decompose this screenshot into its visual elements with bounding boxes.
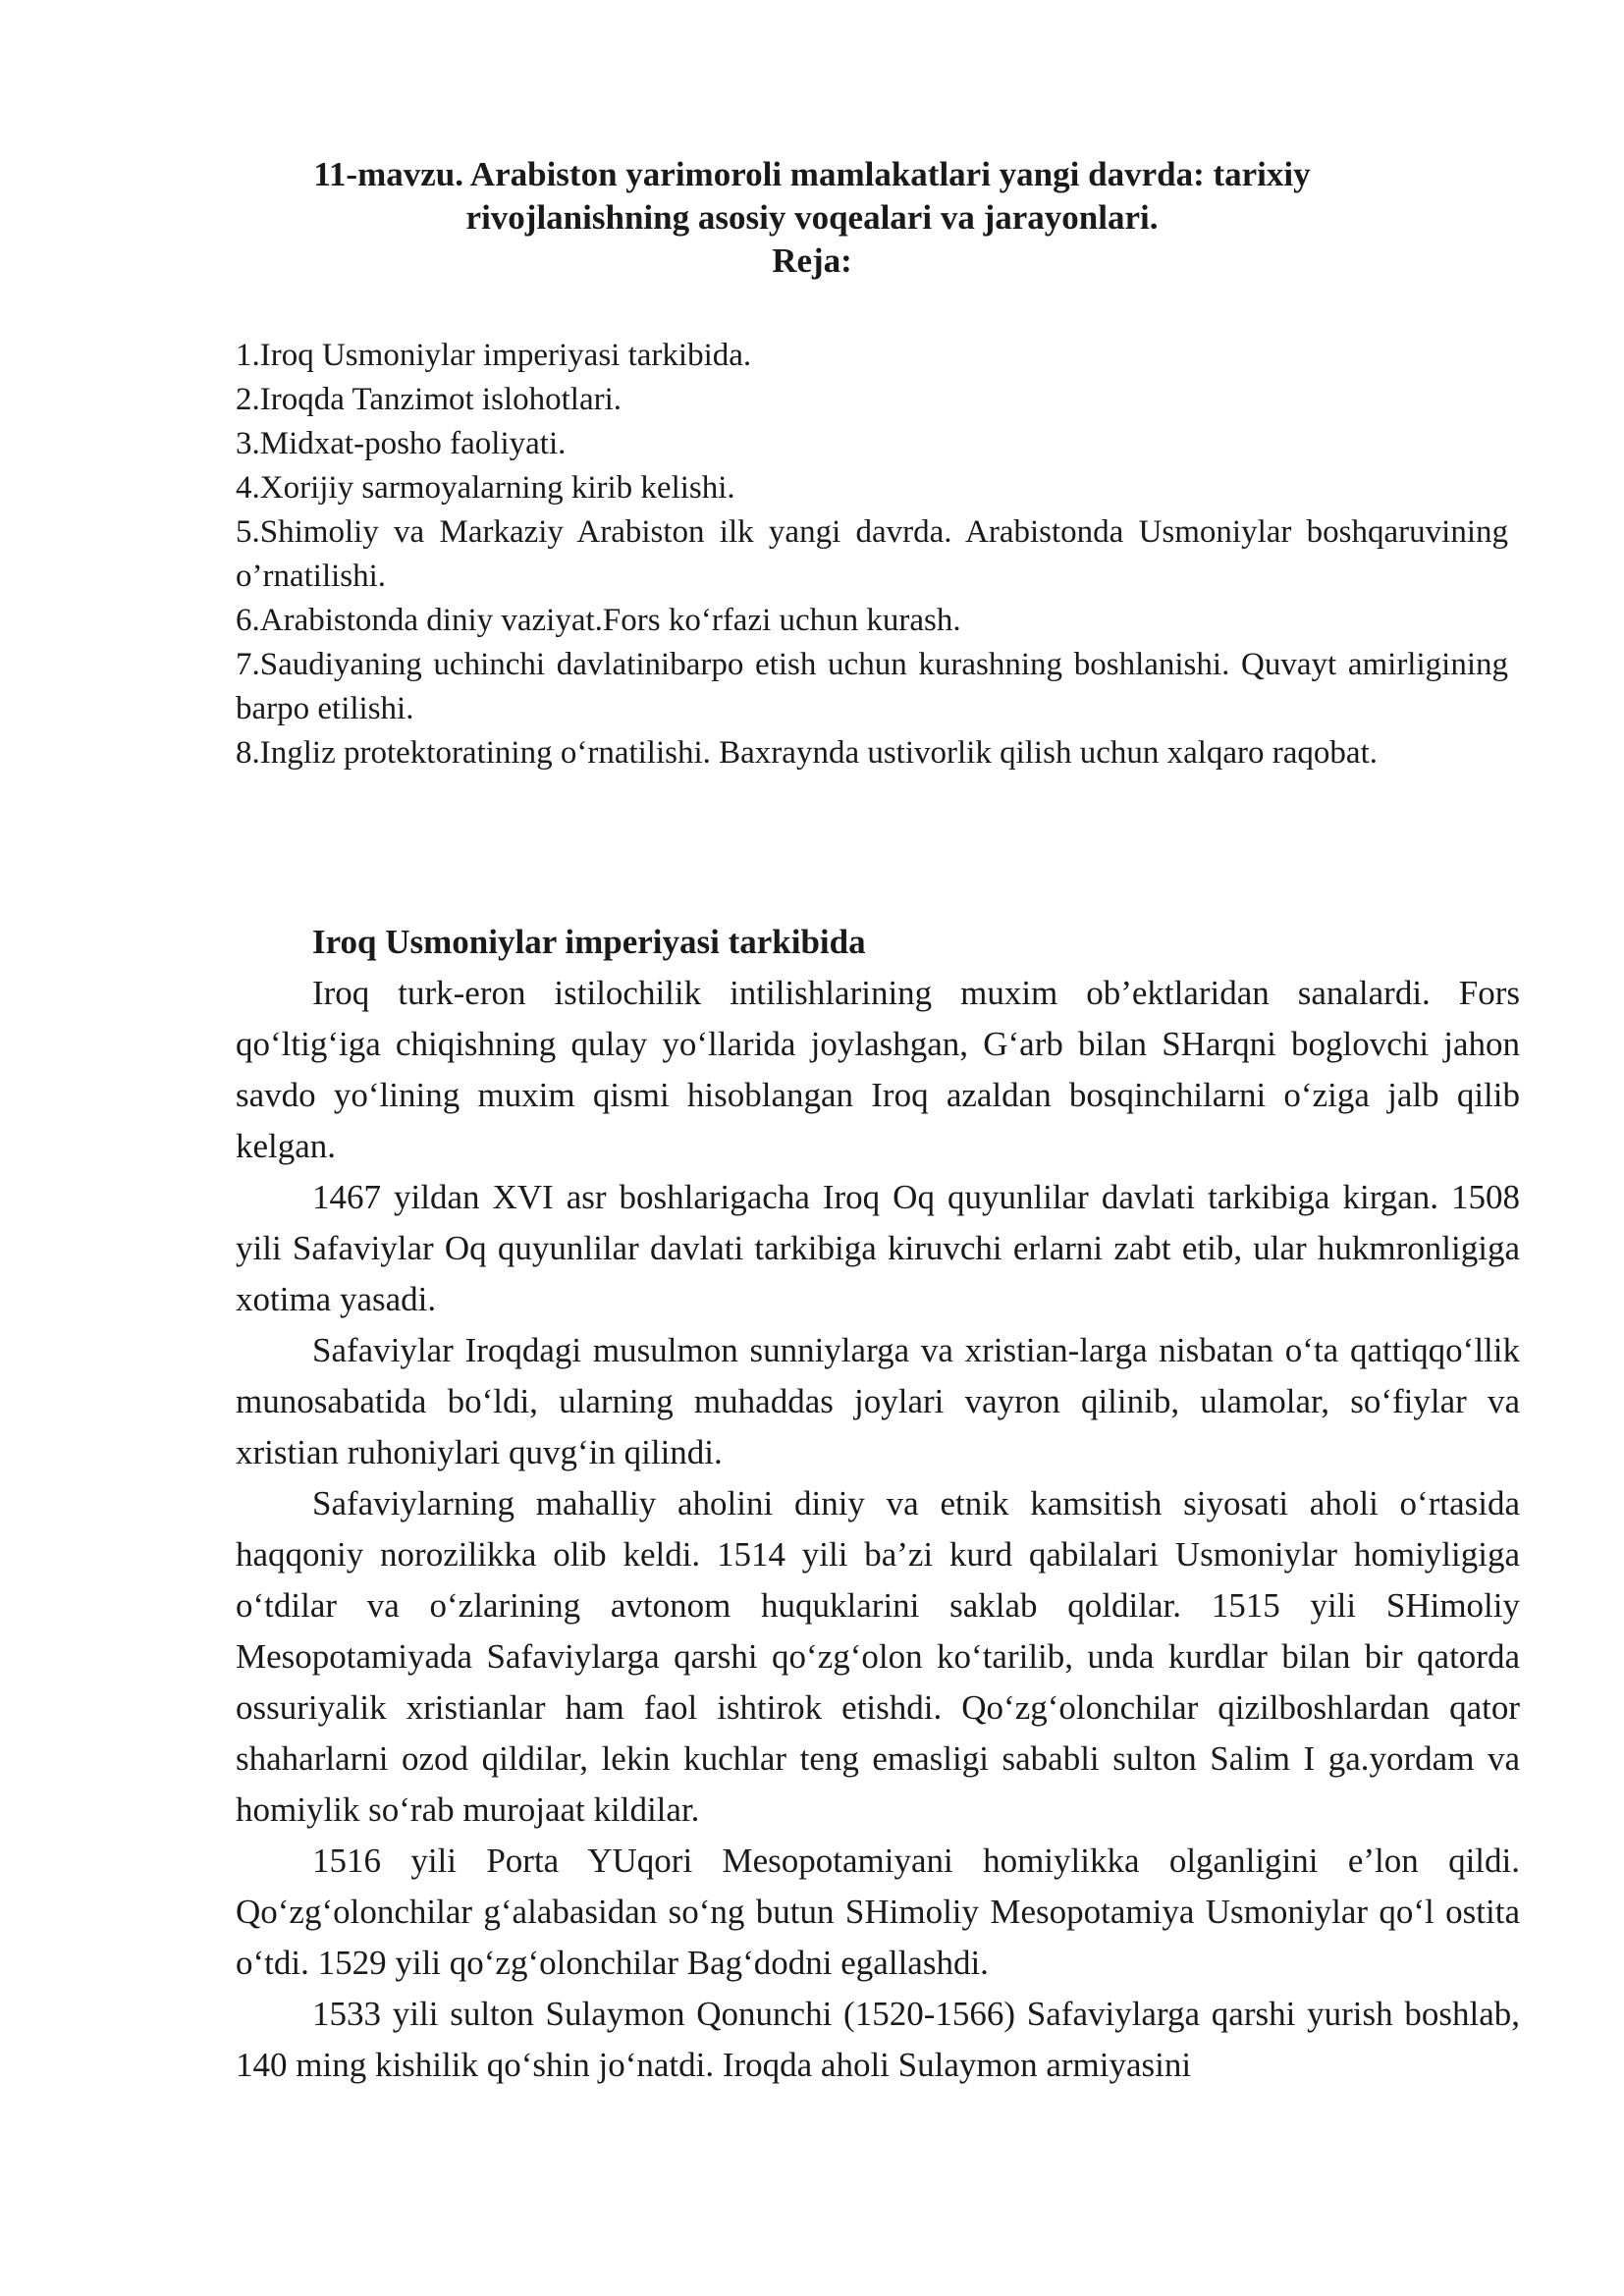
title-line-2: rivojlanishning asosiy voqealari va jarayonlari. [465, 198, 1159, 237]
paragraph: 1533 yili sulton Sulaymon Qonunchi (1520-1566) Safaviylarga qarshi yurish boshlab, 140 ming kishilik qo‘shin jo‘natdi. Iroqda aholi Sulaymon armiyasini [236, 1995, 1520, 2084]
plan-item: 6.Arabistonda diniy vaziyat.Fors ko‘rfazi uchun kurash. [236, 603, 961, 638]
plan-item: 5.Shimoliy va Markaziy Arabiston ilk yangi davrda. Arabistonda Usmoniylar boshqaruvining o’rnatilishi. [236, 514, 1508, 594]
paragraph: Iroq turk-eron istilochilik intilishlarining muxim ob’ektlaridan sanalardi. Fors qo‘ltig‘iga chiqishning qulay yo‘llarida joylashgan, G‘arb bilan SHarqni boglovchi jahon savdo yo‘lining muxim qismi hisoblangan Iroq azaldan bosqinchilarni o‘ziga jalb qilib kelgan. [236, 974, 1520, 1165]
plan-item: 3.Midxat-posho faoliyati. [236, 426, 567, 461]
plan-item: 1.Iroq Usmoniylar imperiyasi tarkibida. [236, 338, 752, 373]
section-heading: Iroq Usmoniylar imperiyasi tarkibida [312, 923, 866, 961]
plan-item: 7.Saudiyaning uchinchi davlatinibarpo etish uchun kurashning boshlanishi. Quvayt amirligining barpo etilishi. [236, 647, 1508, 726]
title-line-1: 11-mavzu. Arabiston yarimoroli mamlakatlari yangi davrda: tarixiy [313, 155, 1311, 193]
plan-item: 8.Ingliz protektoratining o‘rnatilishi. Baxraynda ustivorlik qilish uchun xalqaro raqobat. [236, 735, 1378, 771]
paragraph: 1467 yildan XVI asr boshlarigacha Iroq Oq quyunlilar davlati tarkibiga kirgan. 1508 yili Safaviylar Oq quyunlilar davlati tarkibiga kiruvchi erlarni zabt etib, ular hukmronligiga xotima yasadi. [236, 1178, 1520, 1318]
paragraph: Safaviylar Iroqdagi musulmon sunniylarga va xristian-larga nisbatan o‘ta qattiqqo‘llik munosabatida bo‘ldi, ularning muhaddas joylari vayron qilinib, ulamolar, so‘fiylar va xristian ruhoniylari quvg‘in qilindi. [236, 1331, 1520, 1471]
document-title [236, 153, 1388, 283]
section-body [236, 917, 1520, 2091]
plan-heading: Reja: [772, 241, 852, 280]
plan-list [236, 334, 1508, 775]
plan-item: 4.Xorijiy sarmoyalarning kirib kelishi. [236, 470, 735, 506]
plan-item: 2.Iroqda Tanzimot islohotlari. [236, 382, 623, 417]
paragraph: 1516 yili Porta YUqori Mesopotamiyani homiylikka olganligini e’lon qildi. Qo‘zg‘olonchilar g‘alabasidan so‘ng butun SHimoliy Mesopotamiya Usmoniylar qo‘l ostita o‘tdi. 1529 yili qo‘zg‘olonchilar Bag‘dodni egallashdi. [236, 1842, 1520, 1982]
paragraph: Safaviylarning mahalliy aholini diniy va etnik kamsitish siyosati aholi o‘rtasida haqqoniy norozilikka olib keldi. 1514 yili ba’zi kurd qabilalari Usmoniylar homiyligiga o‘tdilar va o‘zlarining avtonom huquklarini saklab qoldilar. 1515 yili SHimoliy Mesopotamiyada Safaviylarga qarshi qo‘zg‘olon ko‘tarilib, unda kurdlar bilan bir qatorda ossuriyalik xristianlar ham faol ishtirok etishdi. Qo‘zg‘olonchilar qizilboshlardan qator shaharlarni ozod qildilar, lekin kuchlar teng emasligi sababli sulton Salim I ga.yordam va homiylik so‘rab murojaat kildilar. [236, 1484, 1520, 1829]
